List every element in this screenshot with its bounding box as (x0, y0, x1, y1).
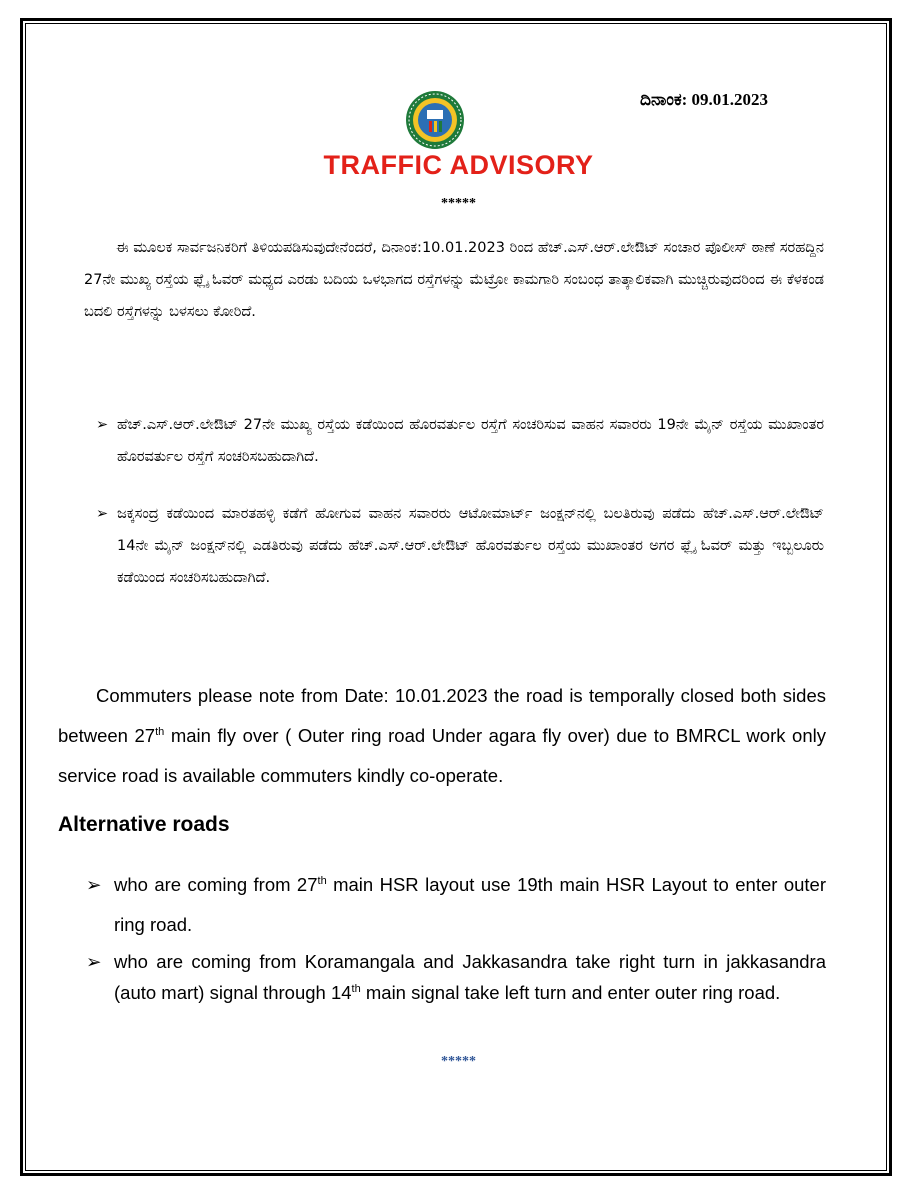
bullet-arrow-icon: ➢ (96, 417, 109, 433)
kannada-bullet-2-text: ಜಕ್ಕಸಂದ್ರ ಕಡೆಯಿಂದ ಮಾರತಹಳ್ಳಿ ಕಡೆಗೆ ಹೋಗುವ ವಾಹನ ಸವಾರರು ಆಟೋಮಾರ್ಟ್ ಜಂಕ್ಷನ್‌ನಲ್ಲಿ ಬಲತಿರುವು ಪಡೆದು ಹೆಚ್.ಎಸ್.ಆರ್.ಲೇಔಟ್ 14ನೇ ಮೈನ್ ಜಂಕ್ಷನ್‌ನಲ್ಲಿ ಎಡತಿರುವು ಪಡೆದು ಹೆಚ್.ಎಸ್.ಆರ್.ಲೇಔಟ್ ಹೊರವರ್ತುಲ ರಸ್ತೆಯ ಮುಖಾಂತರ ಅಗರ ಫ್ಲೈ ಓವರ್ ಮತ್ತು ಇಬ್ಬಲೂರು ಕಡೆಯಿಂದ ಸಂಚರಿಸಬಹುದಾಗಿದೆ. (117, 506, 824, 586)
advisory-date: ದಿನಾಂಕ: 09.01.2023 (640, 90, 769, 109)
english-notice-superscript: th (155, 725, 165, 738)
alternative-road-item-2 (86, 946, 826, 1008)
footer-separator: ***** (441, 1054, 476, 1069)
english-notice-paragraph (58, 676, 826, 796)
bullet-arrow-icon: ➢ (96, 506, 109, 522)
alternative-road-item-1-text (114, 865, 826, 945)
bullet-arrow-icon: ➢ (86, 874, 102, 895)
kannada-bullet-2 (96, 498, 824, 594)
advisory-title: TRAFFIC ADVISORY (323, 150, 594, 180)
alt1-text-1: who are coming from 27 (114, 874, 318, 895)
alt2-text-2: main signal take left turn and enter outer ring road. (360, 982, 781, 1003)
english-notice-text-1: Commuters please note from Date: 10.01.2023 the road is temporally closed both sides between 27 (58, 685, 826, 746)
alt1-superscript: th (317, 874, 327, 887)
kannada-bullet-1-text: ಹೆಚ್.ಎಸ್.ಆರ್.ಲೇಔಟ್ 27ನೇ ಮುಖ್ಯ ರಸ್ತೆಯ ಕಡೆಯಿಂದ ಹೊರವರ್ತುಲ ರಸ್ತೆಗೆ ಸಂಚರಿಸುವ ವಾಹನ ಸವಾರರು 19ನೇ ಮೈನ್ ರಸ್ತೆಯ ಮುಖಾಂತರ ಹೊರವರ್ತುಲ ರಸ್ತೆಗೆ ಸಂಚರಿಸಬಹುದಾಗಿದೆ. (117, 417, 824, 465)
alt2-text-1: who are coming from Koramangala and Jakkasandra take right turn in jakkasandra (auto mart) signal through 14 (114, 951, 826, 1003)
kannada-intro-paragraph: ಈ ಮೂಲಕ ಸಾರ್ವಜನಿಕರಿಗೆ ತಿಳಿಯಪಡಿಸುವುದೇನೆಂದರೆ, ದಿನಾಂಕ:10.01.2023 ರಿಂದ ಹೆಚ್.ಎಸ್.ಆರ್.ಲೇಔಟ್ ಸಂಚಾರ ಪೊಲೀಸ್ ಠಾಣೆ ಸರಹದ್ದಿನ 27ನೇ ಮುಖ್ಯ ರಸ್ತೆಯ ಫ್ಲೈ ಓವರ್ ಮಧ್ಯದ ಎರಡು ಬದಿಯ ಒಳಭಾಗದ ರಸ್ತೆಗಳನ್ನು ಮೆಟ್ರೋ ಕಾಮಗಾರಿ ಸಂಬಂಧ ತಾತ್ಕಾಲಿಕವಾಗಿ ಮುಚ್ಚಿರುವುದರಿಂದ ಈ ಕೆಳಕಂಡ ಬದಲಿ ರಸ್ತೆಗಳನ್ನು ಬಳಸಲು ಕೋರಿದೆ. (84, 240, 824, 320)
alt1-text-2: main HSR layout use 19th main HSR Layout to enter outer ring road. (114, 874, 826, 935)
english-notice-text-2: main fly over ( Outer ring road Under agara fly over) due to BMRCL work only service road is available commuters kindly co-operate. (58, 725, 826, 786)
traffic-police-emblem-logo (405, 90, 465, 150)
title-separator: ***** (441, 196, 476, 211)
alternative-road-item-2-text (114, 946, 826, 1008)
alternative-roads-heading: Alternative roads (58, 813, 230, 836)
kannada-bullet-1 (96, 409, 824, 473)
bullet-arrow-icon: ➢ (86, 951, 102, 972)
alternative-road-item-1 (86, 865, 826, 945)
alt2-superscript: th (351, 982, 361, 995)
